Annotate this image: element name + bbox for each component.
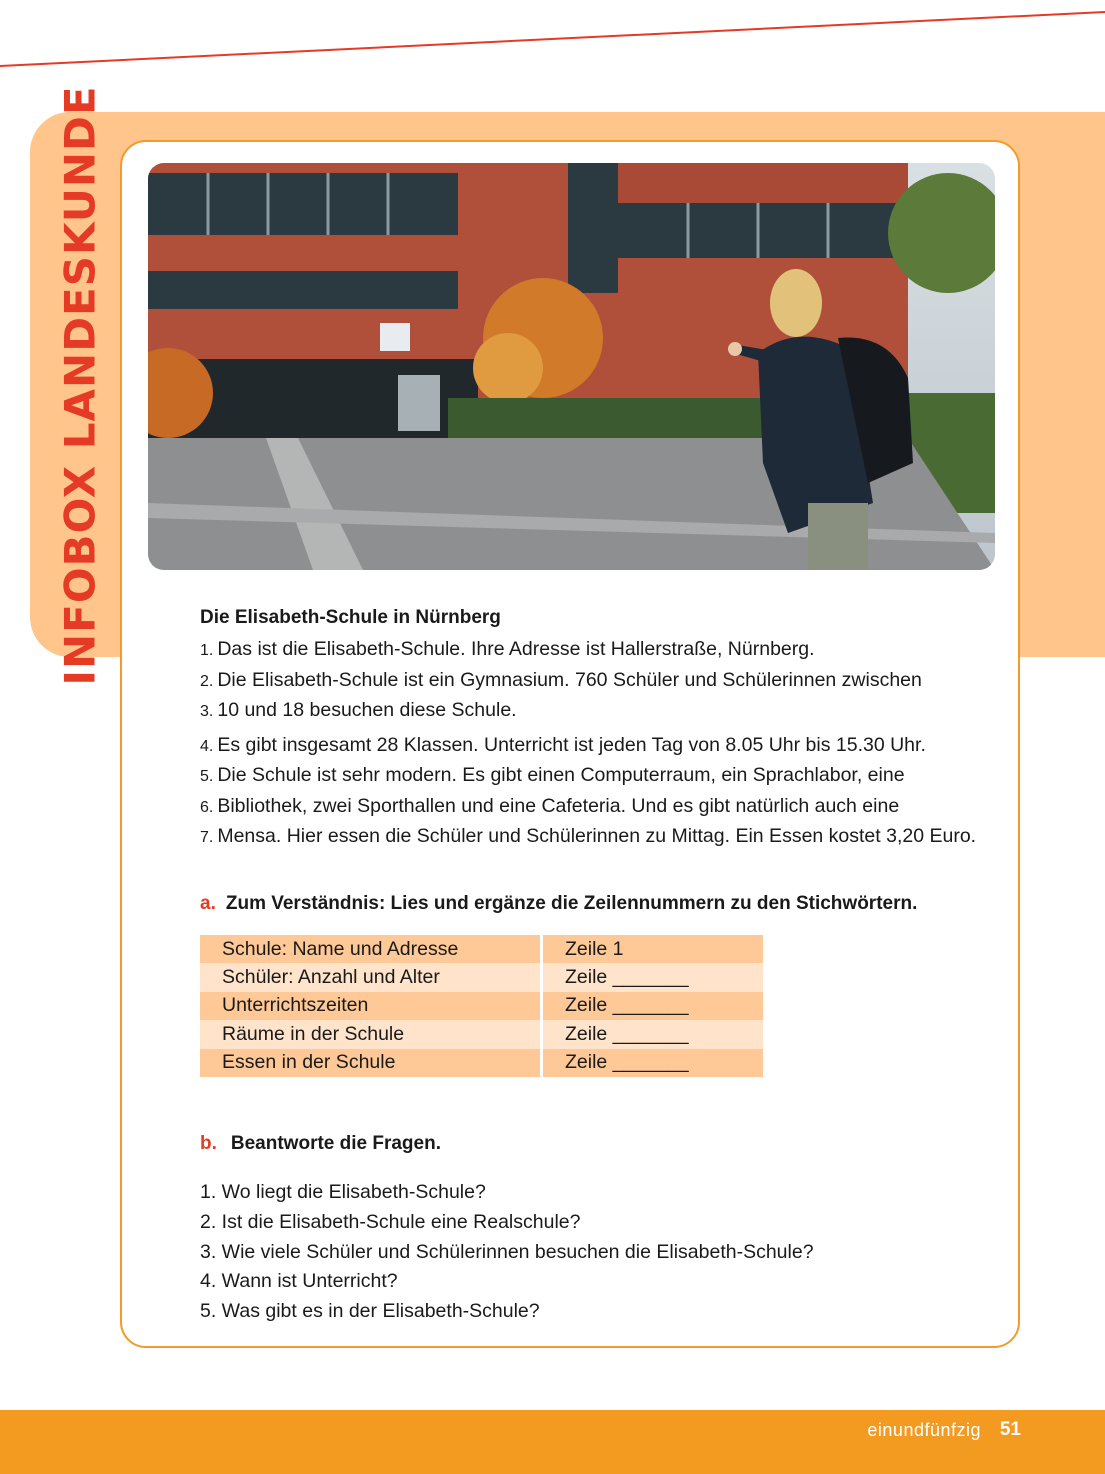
answer-cell: Zeile _______	[542, 1049, 764, 1077]
task-b-letter: b.	[200, 1133, 217, 1154]
task-a-instruction	[200, 893, 917, 915]
question-item: 2. Ist die Elisabeth-Schule eine Realschule?	[200, 1210, 581, 1233]
answer-cell: Zeile _______	[542, 1020, 764, 1048]
line-text: Die Elisabeth-Schule ist ein Gymnasium. 760 Schüler und Schülerinnen zwischen	[217, 668, 922, 691]
task-a-letter: a.	[200, 893, 216, 914]
question-item: 4. Wann ist Unterricht?	[200, 1270, 398, 1293]
keyword-cell: Essen in der Schule	[200, 1049, 542, 1077]
text-line	[200, 792, 1020, 823]
answer-cell: Zeile 1	[542, 935, 764, 963]
table-row	[200, 1049, 763, 1077]
task-b-instruction	[200, 1133, 441, 1155]
table-row	[200, 1020, 763, 1048]
line-number: 4.	[200, 737, 214, 755]
line-text: Mensa. Hier essen die Schüler und Schülerinnen zu Mittag. Ein Essen kostet 3,20 Euro.	[217, 825, 977, 847]
keyword-cell: Räume in der Schule	[200, 1020, 542, 1048]
line-number: 6.	[200, 798, 214, 816]
line-text: Das ist die Elisabeth-Schule. Ihre Adresse ist Hallerstraße, Nürnberg.	[217, 638, 815, 660]
text-line	[200, 666, 1020, 697]
line-number: 1.	[200, 642, 214, 659]
side-title-text: INFOBOX LANDESKUNDE	[55, 84, 105, 686]
keyword-cell: Schule: Name und Adresse	[200, 935, 542, 963]
answer-cell: Zeile _______	[542, 992, 764, 1020]
reading-heading: Die Elisabeth-Schule in Nürnberg	[200, 607, 501, 628]
keyword-cell: Schüler: Anzahl und Alter	[200, 963, 542, 991]
table-row	[200, 935, 763, 963]
text-line	[200, 635, 1020, 666]
table-row	[200, 992, 763, 1020]
keyword-table	[200, 935, 763, 1077]
text-line	[200, 731, 1020, 762]
line-text: Es gibt insgesamt 28 Klassen. Unterricht ist jeden Tag von 8.05 Uhr bis 15.30 Uhr.	[217, 733, 926, 756]
line-text: 10 und 18 besuchen diese Schule.	[217, 699, 517, 721]
page-number-word: einundfünfzig	[867, 1420, 981, 1440]
reading-text	[200, 607, 1020, 853]
question-item: 1. Wo liegt die Elisabeth-Schule?	[200, 1181, 486, 1203]
table-row	[200, 963, 763, 991]
school-photo	[148, 163, 995, 570]
line-text: Bibliothek, zwei Sporthallen und eine Cafeteria. Und es gibt natürlich auch eine	[217, 794, 900, 817]
line-number: 2.	[200, 672, 214, 690]
page-number: 51	[999, 1419, 1021, 1440]
text-line	[200, 822, 1020, 853]
text-line	[200, 696, 1020, 727]
task-a-text: Zum Verständnis: Lies und ergänze die Zeilennummern zu den Stichwörtern.	[225, 893, 918, 914]
side-title	[55, 84, 105, 686]
question-item: 5. Was gibt es in der Elisabeth-Schule?	[200, 1300, 540, 1323]
question-item: 3. Wie viele Schüler und Schülerinnen besuchen die Elisabeth-Schule?	[200, 1240, 814, 1263]
line-text: Die Schule ist sehr modern. Es gibt einen Computerraum, ein Sprachlabor, eine	[217, 764, 905, 786]
line-number: 3.	[200, 703, 214, 720]
text-line	[200, 761, 1020, 792]
decorative-top-line	[0, 0, 1105, 70]
line-number: 7.	[200, 829, 214, 846]
keyword-cell: Unterrichtszeiten	[200, 992, 542, 1020]
line-number: 5.	[200, 768, 214, 785]
answer-cell: Zeile _______	[542, 963, 764, 991]
question-list	[200, 1178, 814, 1327]
task-b-text: Beantworte die Fragen.	[230, 1133, 441, 1154]
